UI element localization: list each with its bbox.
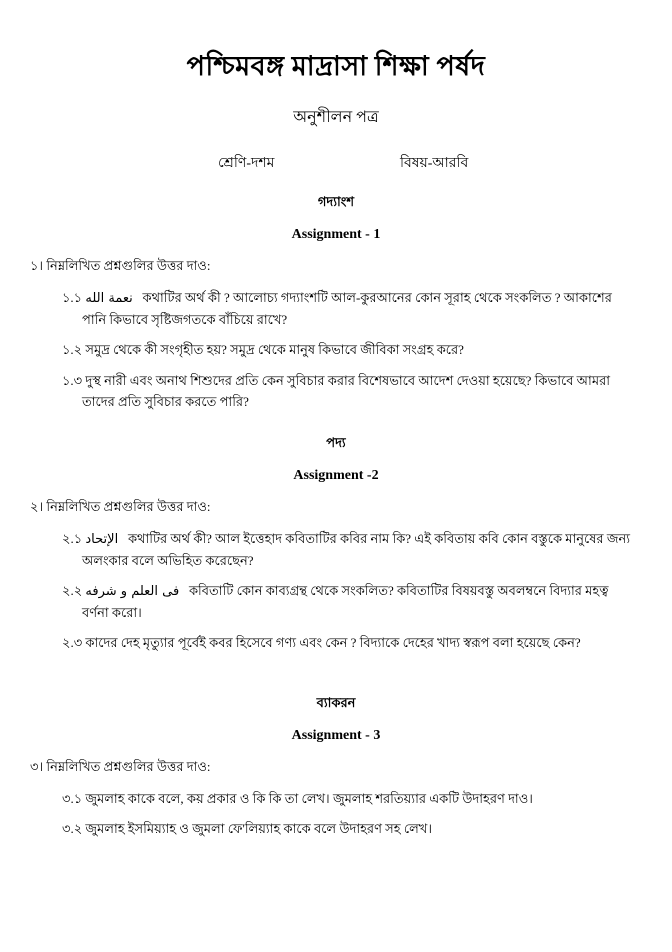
assignment-heading: Assignment - 1 — [291, 227, 381, 243]
question-item — [0, 528, 672, 571]
question-text: জুমলাহ ইসমিয়্যাহ ও জুমলা ফে'লিয়্যাহ কাকে বলে উদাহরণ সহ লেখ। — [85, 820, 432, 836]
paper-type-subtitle: অনুশীলন পত্র — [293, 109, 379, 127]
question-text: সমুদ্র থেকে কী সংগৃহীত হয়? সমুদ্র থেকে মানুষ কিভাবে জীবিকা সংগ্রহ করে? — [85, 342, 464, 358]
section-instruction: ১। নিম্নলিখিত প্রশ্নগুলির উত্তর দাও: — [30, 258, 211, 274]
assignment-heading: Assignment - 3 — [291, 727, 381, 743]
question-item — [0, 788, 672, 809]
section-1 — [0, 175, 672, 411]
question-number: ১.২ — [62, 342, 83, 358]
section-heading: পদ্য — [326, 434, 346, 450]
question-text: কথাটির অর্থ কী ? আলোচ্য গদ্যাংশটি আল-কুরআনের কোন সূরাহ থেকে সংকলিত ? আকাশের পানি কিভাবে সৃষ্টিজগতকে বাঁচিয়ে রাখে? — [82, 290, 612, 328]
question-text: জুমলাহ কাকে বলে, কয় প্রকার ও কি কি তা লেখ। জুমলাহ শরতিয়্যার একটি উদাহরণ দাও। — [85, 790, 533, 806]
class-label: শ্রেণি-দশম — [218, 156, 275, 172]
question-number: ৩.১ — [62, 790, 83, 806]
question-arabic-term: نعمة الله — [85, 291, 133, 307]
section-heading: গদ্যাংশ — [317, 194, 355, 210]
question-number: ১.১ — [62, 290, 83, 306]
section-3 — [0, 653, 672, 839]
sections-container — [0, 175, 672, 839]
question-item — [0, 580, 672, 623]
section-2 — [0, 412, 672, 653]
question-item — [0, 287, 672, 330]
question-item — [0, 632, 672, 653]
question-list — [0, 287, 672, 411]
question-text: কথাটির অর্থ কী? আল ইত্তেহাদ কবিতাটির কবির নাম কি? এই কবিতায় কবি কোন বস্তুকে মানুষের জন্য অলংকার বলে অভিহিত করেছেন? — [82, 530, 630, 568]
assignment-heading: Assignment -2 — [293, 467, 379, 483]
question-arabic-term: الإتحاد — [85, 531, 119, 547]
question-number: ৩.২ — [62, 820, 83, 836]
question-text: কবিতাটি কোন কাব্যগ্রন্থ থেকে সংকলিত? কবিতাটির বিষয়বস্তু অবলম্বনে বিদ্যার মহত্ব বর্ণনা করো। — [82, 582, 609, 620]
question-number: ১.৩ — [62, 372, 83, 388]
question-item — [0, 370, 672, 412]
page-title: পশ্চিমবঙ্গ মাদ্রাসা শিক্ষা পর্ষদ — [186, 51, 486, 81]
question-list — [0, 788, 672, 839]
question-number: ২.৩ — [62, 634, 83, 650]
question-arabic-term: فى العلم و شرفه — [85, 583, 180, 599]
class-subject-row — [0, 151, 672, 175]
question-text: দুস্থ নারী এবং অনাথ শিশুদের প্রতি কেন সুবিচার করার বিশেষভাবে আদেশ দেওয়া হয়েছে? কিভাবে আমরা তাদের প্রতি সুবিচার করতে পারি? — [82, 372, 610, 409]
question-number: ২.১ — [62, 530, 83, 546]
question-item — [0, 818, 672, 839]
section-instruction: ২। নিম্নলিখিত প্রশ্নগুলির উত্তর দাও: — [30, 498, 211, 514]
section-instruction: ৩। নিম্নলিখিত প্রশ্নগুলির উত্তর দাও: — [30, 758, 211, 774]
subject-label: বিষয়-আরবি — [400, 156, 469, 172]
question-text: কাদের দেহ মৃত্যুার পূর্বেই কবর হিসেবে গণ্য এবং কেন ? বিদ্যাকে দেহের খাদ্য স্বরূপ বলা হয়েছে কেন? — [85, 634, 581, 650]
section-heading: ব্যাকরন — [316, 694, 356, 710]
question-list — [0, 528, 672, 653]
question-number: ২.২ — [62, 582, 83, 598]
question-item — [0, 339, 672, 360]
